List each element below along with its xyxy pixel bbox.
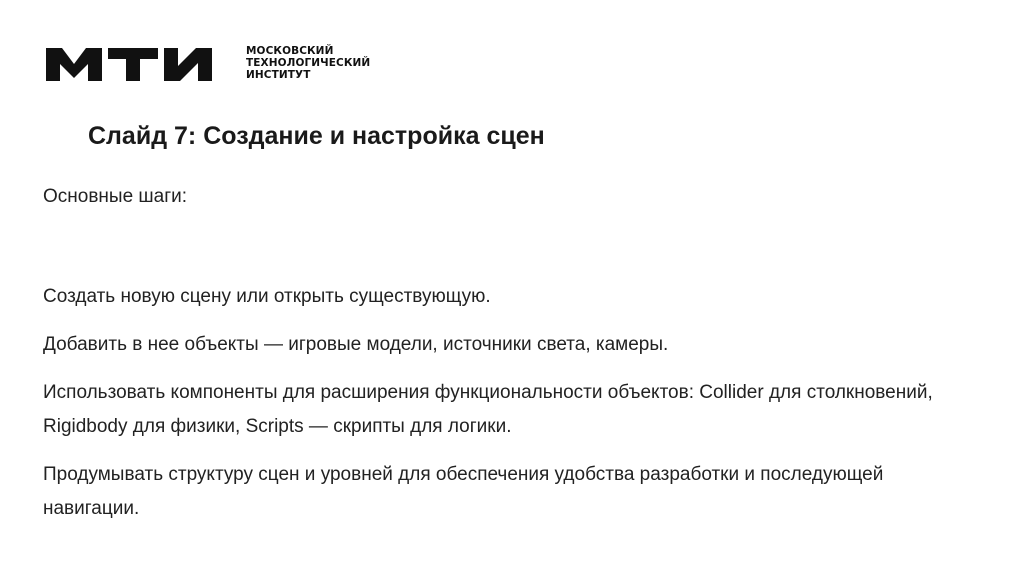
logo-line-2: ТЕХНОЛОГИЧЕСКИЙ bbox=[246, 57, 371, 69]
logo-line-1: МОСКОВСКИЙ bbox=[246, 45, 334, 57]
logo-text bbox=[246, 45, 370, 81]
step-item: Продумывать структуру сцен и уровней для обеспечения удобства разработки и последующей навигации. bbox=[43, 464, 884, 519]
mti-logo-mark bbox=[46, 44, 236, 82]
institute-logo bbox=[46, 44, 370, 82]
logo-line-3: ИНСТИТУТ bbox=[246, 69, 311, 81]
intro-text: Основные шаги: bbox=[43, 186, 188, 207]
step-item: Создать новую сцену или открыть существующую. bbox=[43, 286, 491, 307]
step-item: Добавить в нее объекты — игровые модели, источники света, камеры. bbox=[43, 334, 669, 355]
step-item: Использовать компоненты для расширения функциональности объектов: Collider для столкновений, Rigidbody для физики, Scripts — скрипты для логики. bbox=[43, 382, 933, 437]
slide-title: Слайд 7: Создание и настройка сцен bbox=[88, 122, 545, 150]
steps-list bbox=[43, 280, 963, 540]
